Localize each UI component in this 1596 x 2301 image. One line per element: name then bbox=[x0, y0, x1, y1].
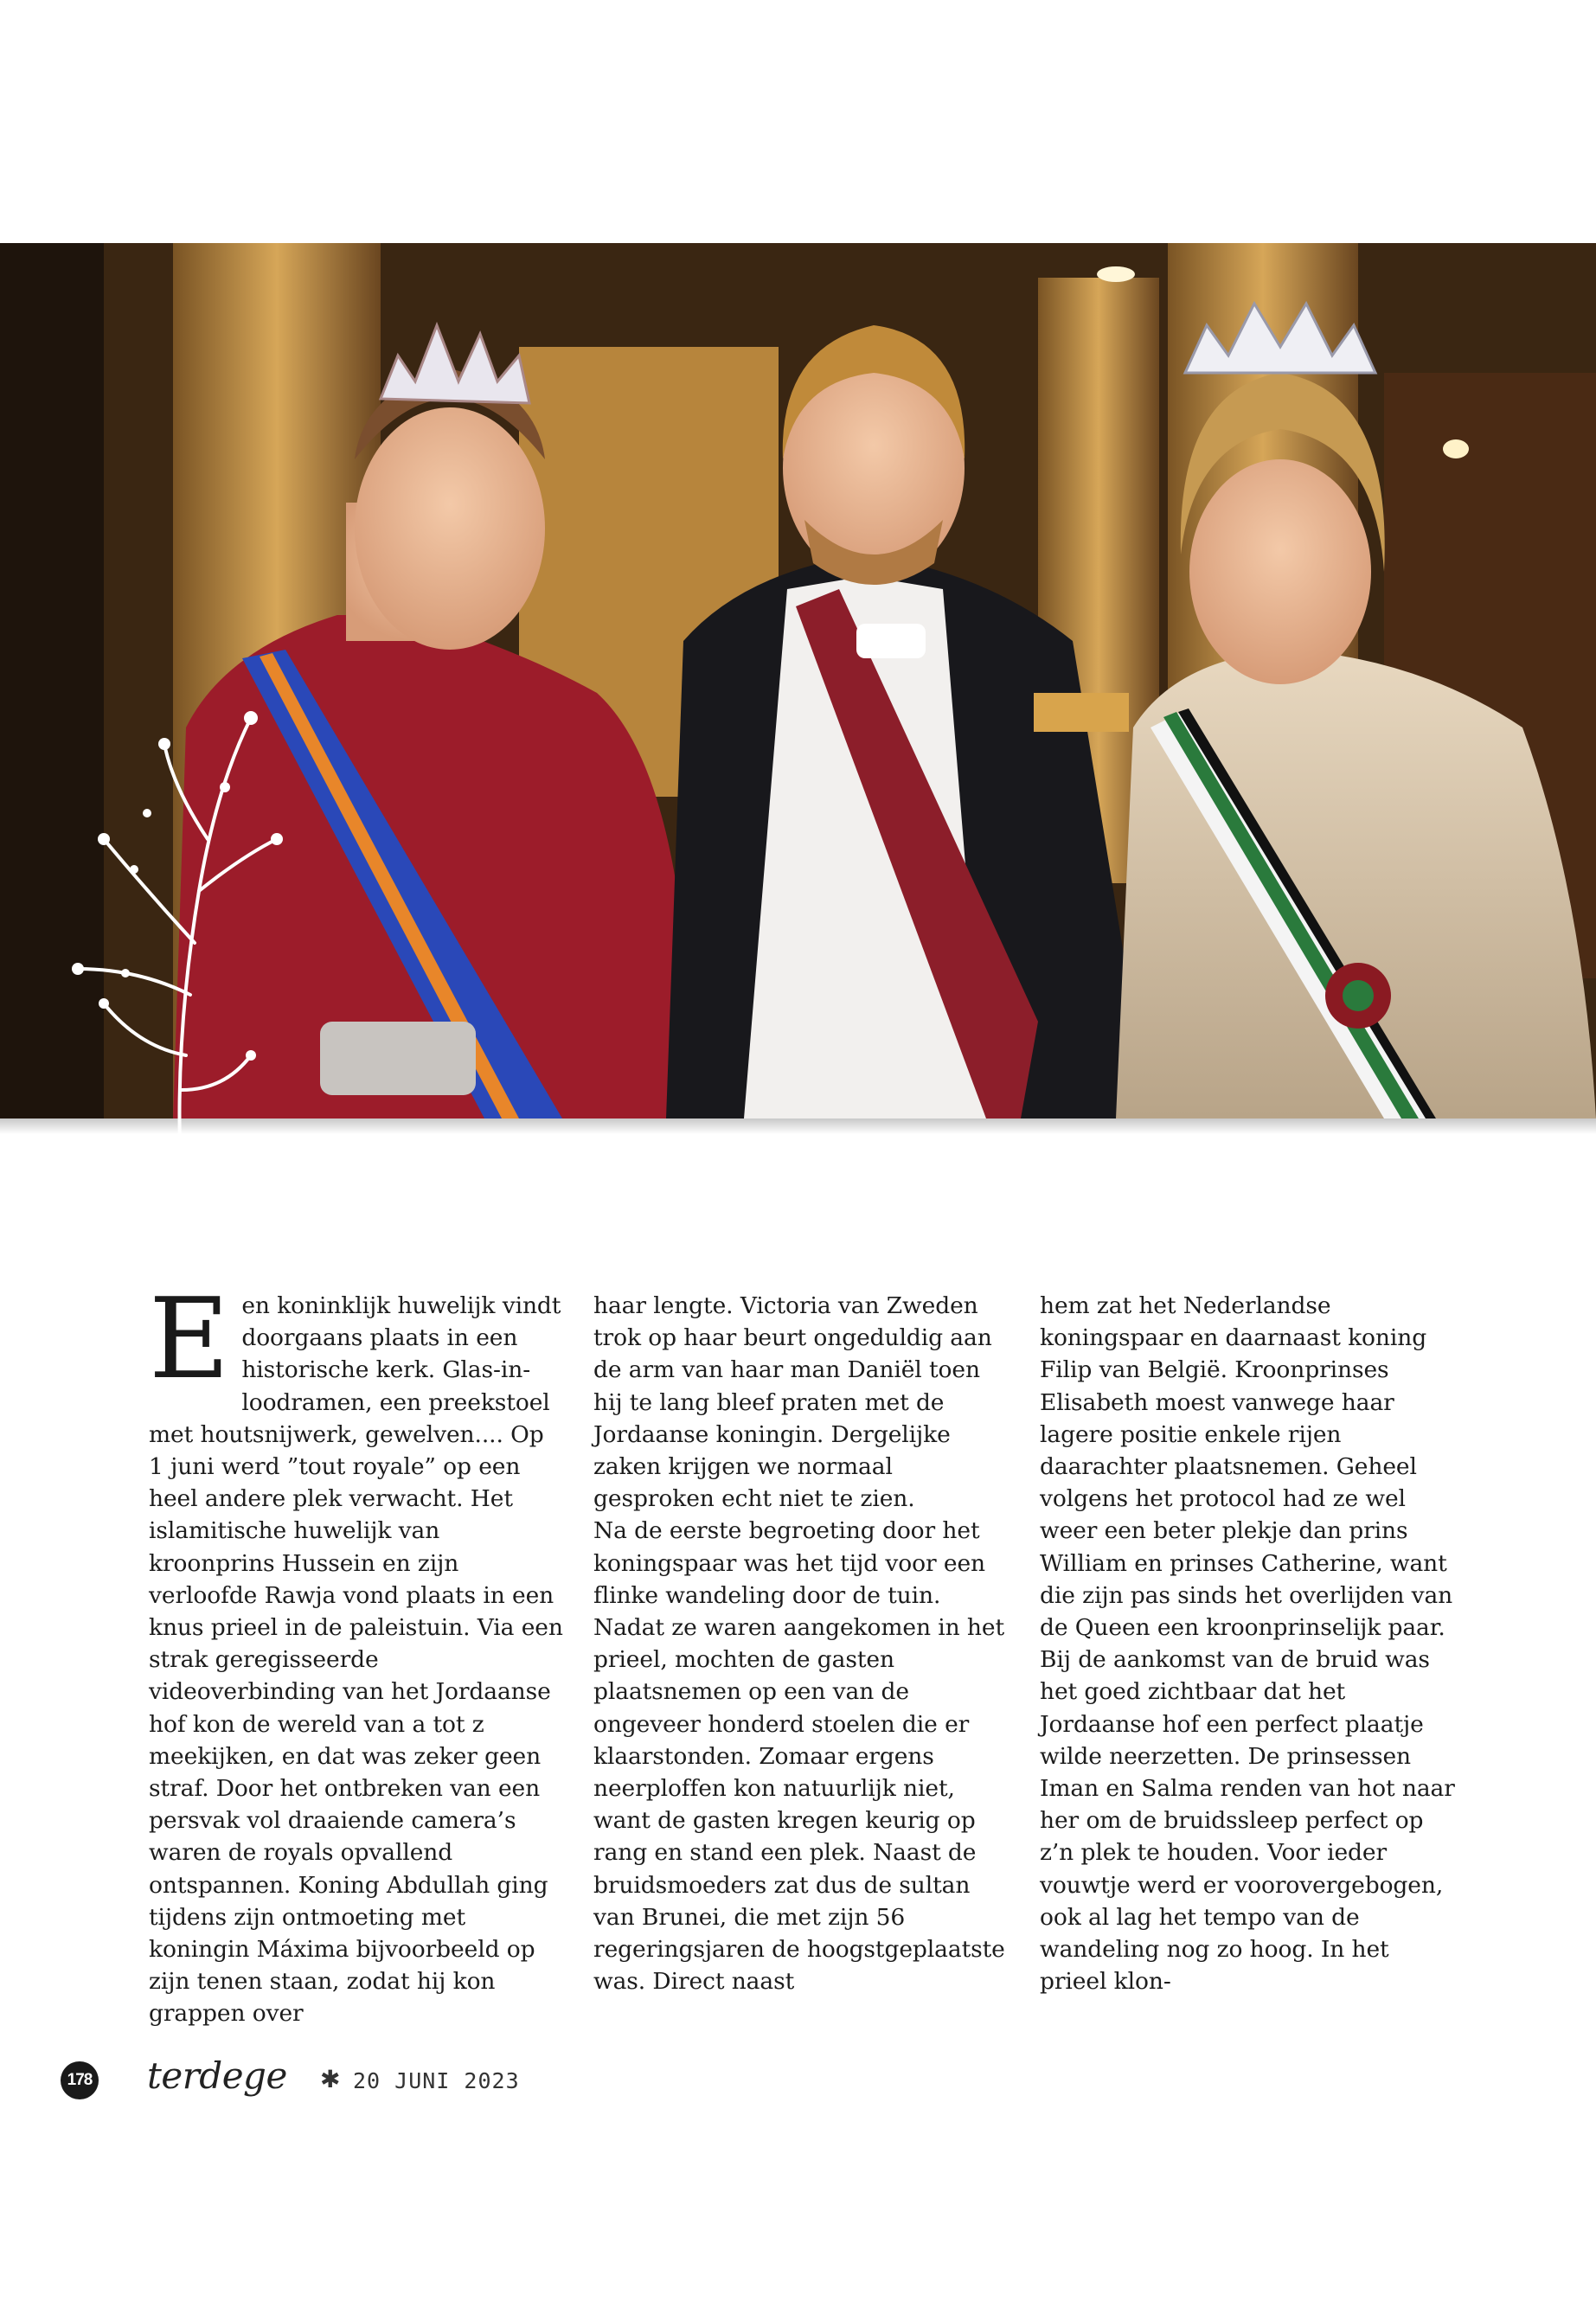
floral-sprig-icon bbox=[52, 683, 311, 1185]
issue-date: 20 JUNI 2023 bbox=[353, 2068, 520, 2093]
magazine-logo: terdege bbox=[147, 2054, 287, 2097]
article-paragraph: hem zat het Nederlandse koningspaar en daarnaast koning Filip van België. Kroonprinses Elisabeth moest vanwege haar lagere positie enkele rijen daarachter plaatsnemen. Geheel volgens het protocol had ze wel weer een beter plekje dan prins William en prinses Catherine, want die zijn pas sinds het overlijden van de Queen een kroonprinselijk paar. bbox=[1040, 1292, 1453, 1642]
article-paragraph: en koninklijk huwelijk vindt doorgaans plaats in een historische kerk. Glas-in-loodramen, een preekstoel met houtsnijwerk, gewelven.... Op 1 juni werd ”tout royale” op een heel andere plek verwacht. Het islamitische huwelijk van kroonprins Hussein en zijn verloofde Rawja vond plaats in een knus prieel in de paleistuin. Via een strak geregisseerde videoverbinding van het Jordaanse hof kon de wereld van a tot z meekijken, en dat was zeker geen straf. Door het ontbreken van een persvak vol draaiende camera’s waren de royals opvallend ontspannen. Koning Abdullah ging tijdens zijn ontmoeting met koningin Máxima bijvoorbeeld op zijn tenen staan, zodat hij kon grappen over bbox=[149, 1292, 563, 2028]
article-column-1 bbox=[149, 1275, 564, 2030]
page-footer bbox=[61, 2054, 666, 2105]
article-paragraph: Na de eerste begroeting door het koningspaar was het tijd voor een flinke wandeling door de tuin. Nadat ze waren aangekomen in het prieel, mochten de gasten plaatsnemen op een van de ongeveer honderd stoelen die er klaarstonden. Zomaar ergens neerploffen kon natuurlijk niet, want de gasten kregen keurig op rang en stand een plek. Naast de bruidsmoeders zat dus de sultan van Brunei, die met zijn 56 regeringsjaren de hoogstgeplaatste was. Direct naast bbox=[593, 1517, 1005, 1996]
article-paragraph: haar lengte. Victoria van Zweden trok op haar beurt ongeduldig aan de arm van haar man Daniël toen hij te lang bleef praten met de Jordaanse koningin. Dergelijke zaken krijgen we normaal gesproken echt niet te zien. bbox=[593, 1292, 992, 1513]
drop-cap: E bbox=[149, 1275, 230, 1404]
article-column-3 bbox=[1040, 1290, 1455, 1997]
article-column-2 bbox=[593, 1290, 1009, 1997]
asterisk-icon: ✱ bbox=[320, 2065, 341, 2093]
article-paragraph: Bij de aankomst van de bruid was het goed zichtbaar dat het Jordaanse hof een perfect plaatje wilde neerzetten. De prinsessen Iman en Salma renden van hot naar her om de bruidssleep perfect op z’n plek te houden. Voor ieder vouwtje werd er voorovergebogen, ook al lag het tempo van de wandeling nog zo hoog. In het prieel klon- bbox=[1040, 1646, 1455, 1996]
page-number: 178 bbox=[61, 2061, 99, 2099]
